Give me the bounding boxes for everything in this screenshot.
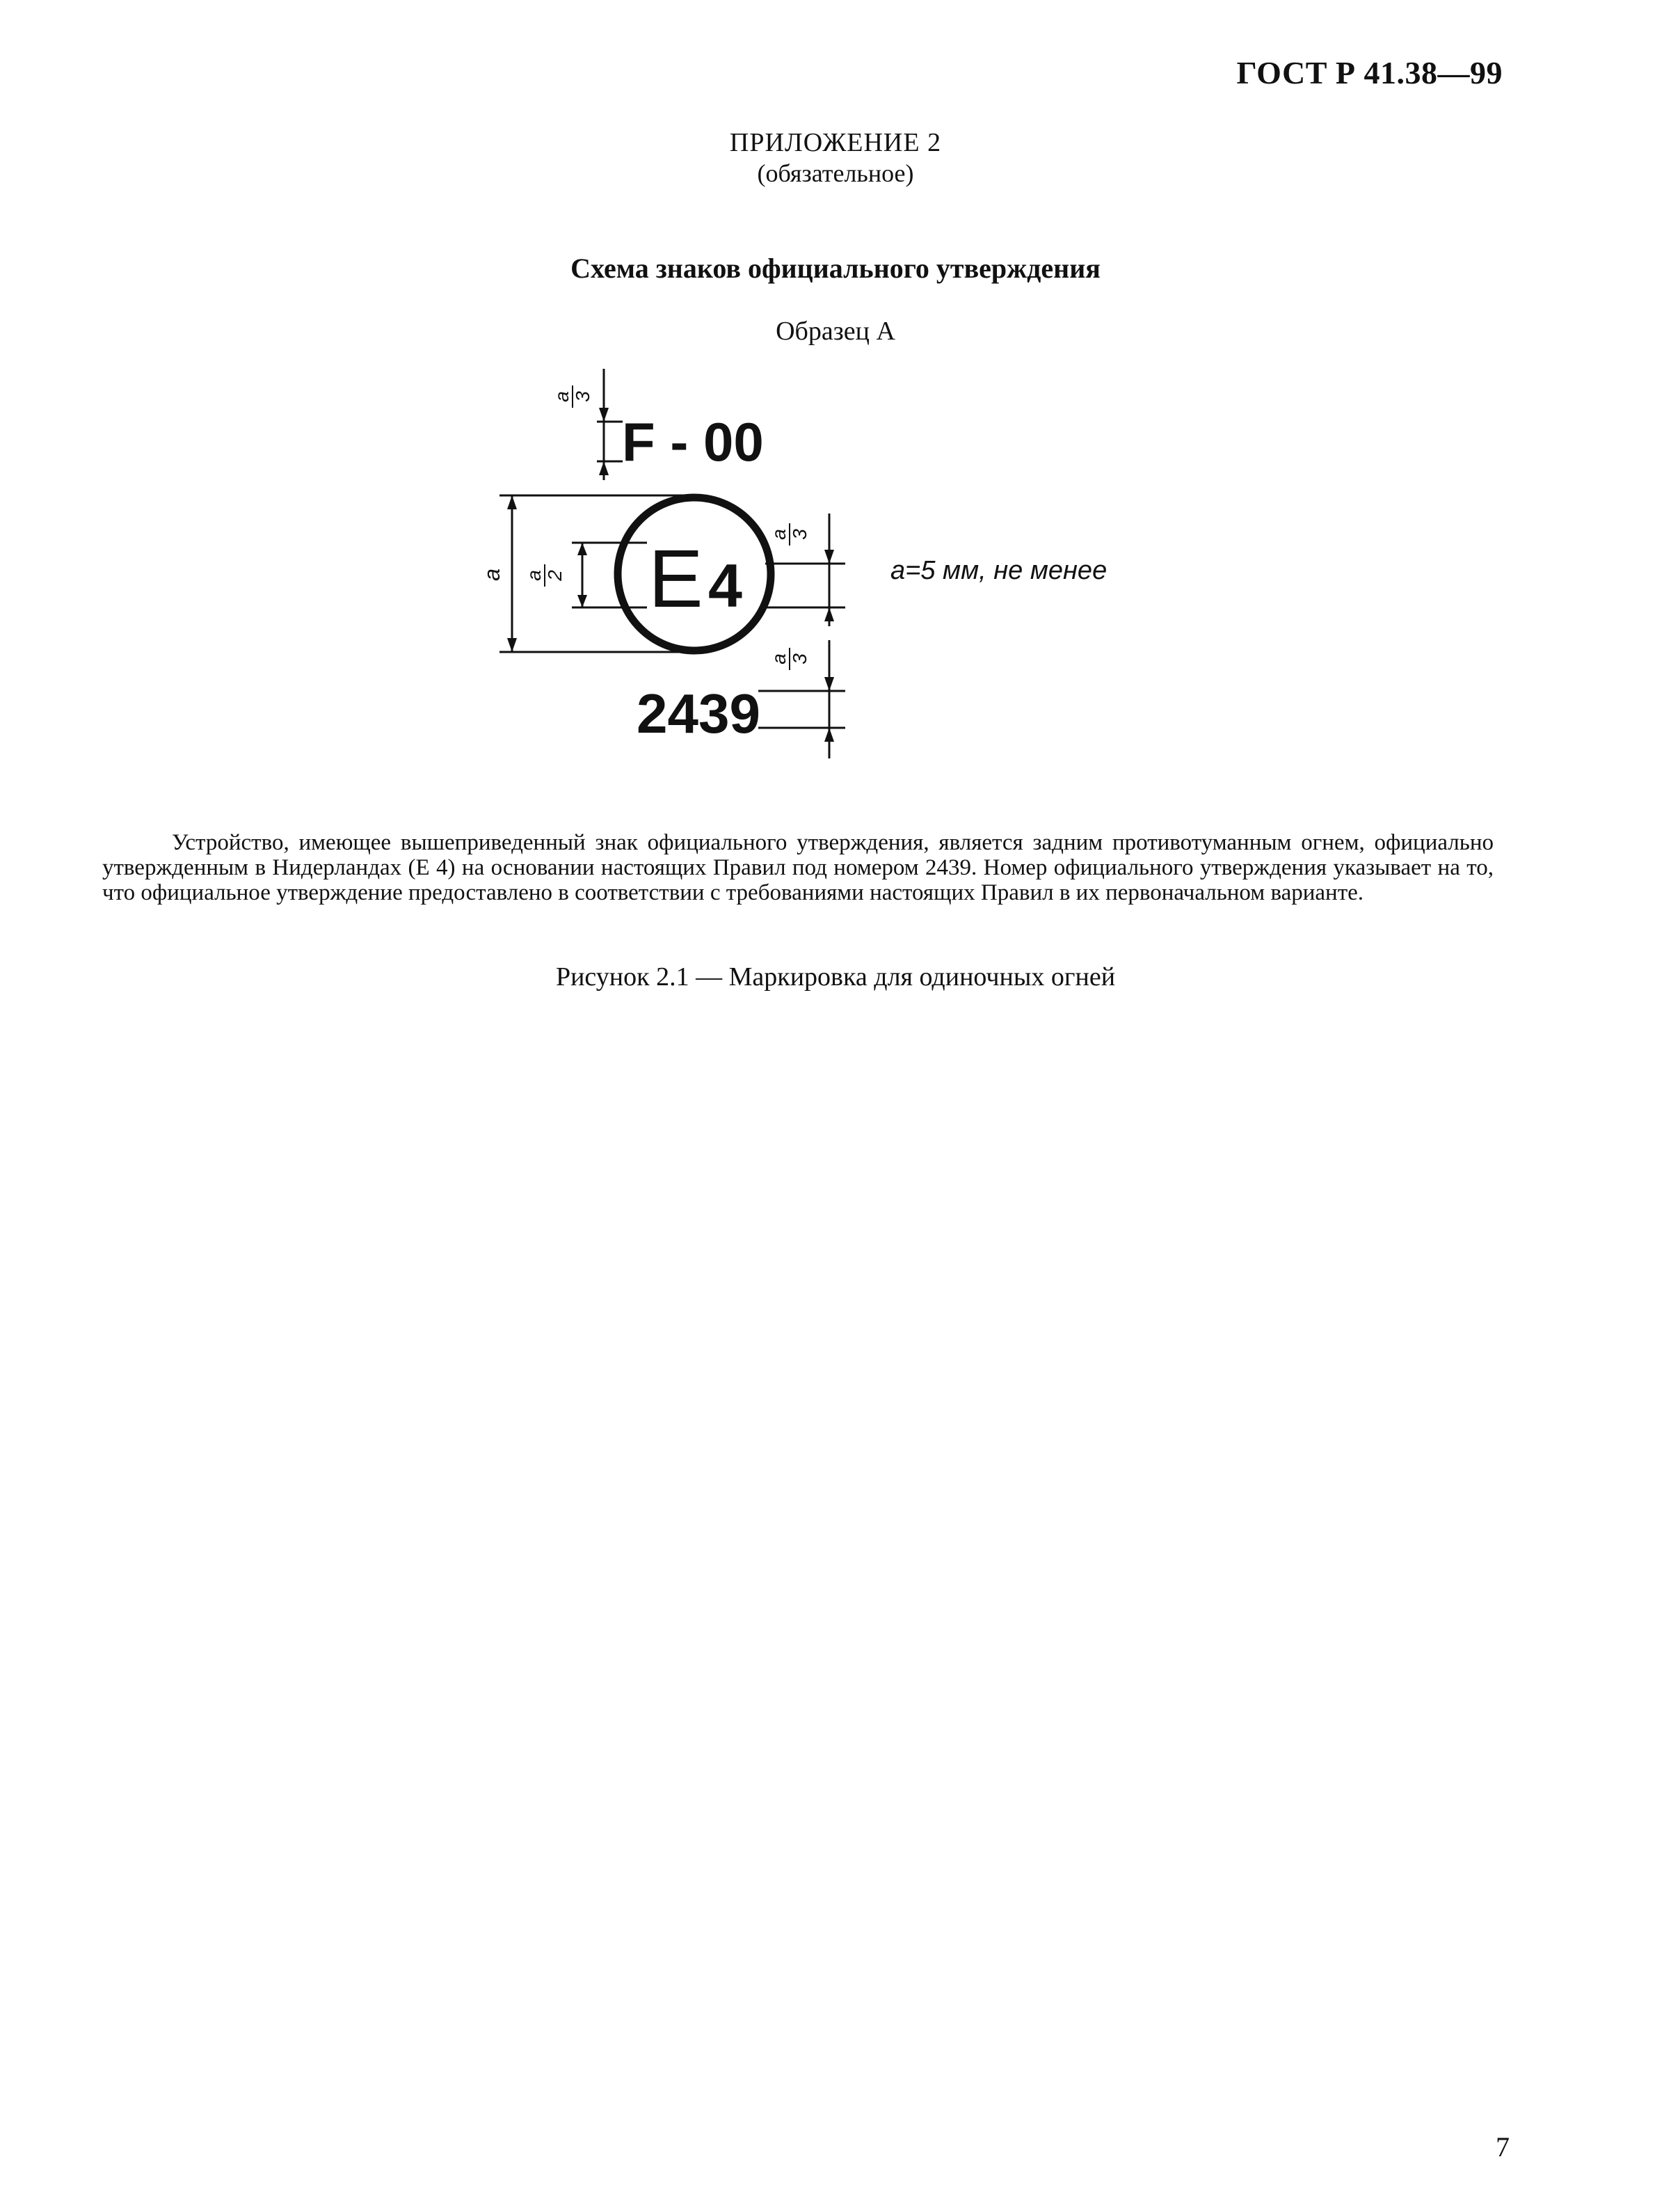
svg-text:2: 2 — [544, 570, 566, 581]
page-number: 7 — [1496, 2131, 1510, 2163]
size-note: a=5 мм, не менее — [890, 556, 1108, 585]
svg-text:a: a — [523, 570, 545, 581]
dim-label-right-a3 — [768, 523, 810, 546]
prefix-mark: F - 00 — [622, 411, 764, 472]
section-title: Схема знаков официального утверждения — [570, 253, 1101, 284]
standard-code: ГОСТ Р 41.38—99 — [1236, 55, 1503, 90]
country-code: 4 — [708, 551, 742, 620]
annex-title: ПРИЛОЖЕНИЕ 2 — [729, 128, 942, 157]
svg-text:3: 3 — [789, 529, 810, 540]
approval-number: 2439 — [637, 683, 760, 745]
svg-text:a: a — [551, 391, 573, 402]
figure-caption: Рисунок 2.1 — Маркировка для одиночных огней — [555, 962, 1116, 992]
approval-mark-diagram — [0, 348, 1671, 779]
svg-text:3: 3 — [789, 653, 810, 665]
annex-status: (обязательное) — [757, 159, 914, 187]
svg-text:a: a — [768, 529, 790, 540]
dim-label-a2 — [523, 564, 566, 587]
description-paragraph: Устройство, имеющее вышеприведенный знак официального утверждения, является задним противотуманным огнем, официально утвержденным в Нидерландах (Е 4) на основании настоящих Правил под номером 2439. Номер официального утверждения указывает на то, что официальное утверждение предоставлено в соответствии с требованиями настоящих Правил в их первоначальном варианте. — [102, 830, 1494, 905]
sample-label: Образец А — [776, 317, 895, 346]
dim-label-low-a3 — [768, 648, 810, 670]
svg-text:a: a — [768, 653, 790, 665]
dim-label-top-a3 — [551, 385, 593, 408]
dim-label-a: a — [479, 568, 504, 581]
circle-letter: E — [648, 533, 703, 625]
svg-text:3: 3 — [572, 391, 593, 402]
